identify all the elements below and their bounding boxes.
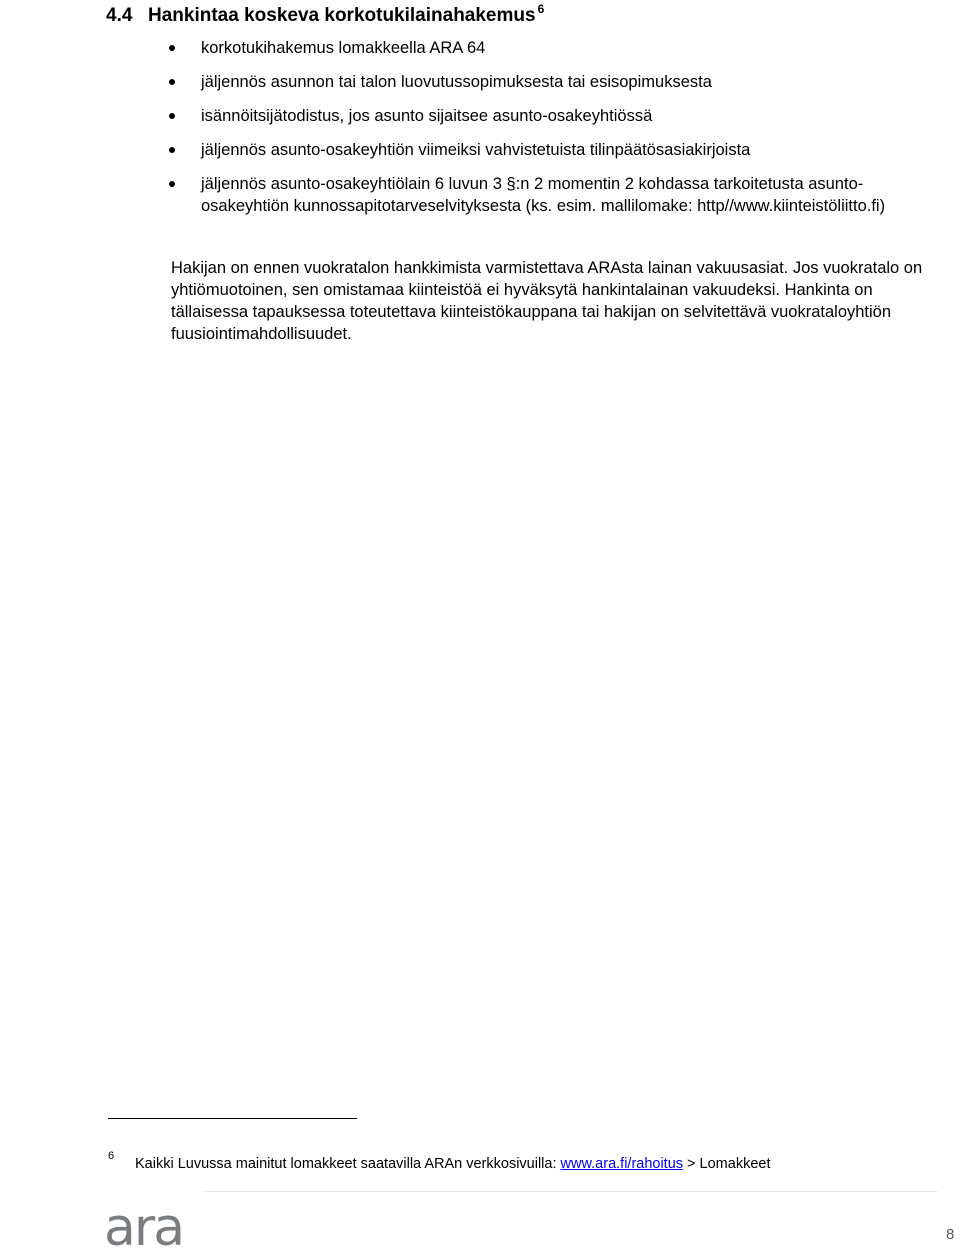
bullet-icon [169, 181, 175, 187]
footnote-divider [108, 1118, 357, 1119]
footnote-text: Kaikki Luvussa mainitut lomakkeet saatavilla ARAn verkkosivuilla: [135, 1156, 561, 1172]
list-item-text: jäljennös asunto-osakeyhtiölain 6 luvun 3 §:n 2 momentin 2 kohdassa tarkoitetusta asunto-osakeyhtiön kunnossapitotarveselvityksesta (ks. esim. mallilomake: http//www.kiinteistöliitto.fi) [201, 175, 886, 215]
section-number: 4.4 [106, 5, 133, 26]
bullet-icon [169, 79, 175, 85]
page-number: 8 [946, 1226, 955, 1243]
section-heading [106, 2, 544, 27]
list-item-text: jäljennös asunto-osakeyhtiön viimeiksi vahvistetuista tilinpäätösasiakirjoista [201, 141, 751, 159]
bullet-icon [169, 113, 175, 119]
footnote-text-line [135, 1156, 770, 1172]
section-title: Hankintaa koskeva korkotukilainahakemus [148, 5, 536, 26]
rahoitus-link[interactable]: www.ara.fi/rahoitus [560, 1156, 684, 1172]
ara-logo: ara [104, 1198, 184, 1258]
list-item-text: korkotukihakemus lomakkeella ARA 64 [201, 39, 486, 57]
bullet-icon [169, 45, 175, 51]
body-paragraph: Hakijan on ennen vuokratalon hankkimista varmistettava ARAsta lainan vakuusasiat. Jos vuokratalo on yhtiömuotoinen, sen omistamaa kiinteistöä ei hyväksytä hankintalainan vakuudeksi. Hankinta on tällaisessa tapauksessa toteutettava kiinteistökauppana tai hakijan on selvitettävä vuokrataloyhtiön fuusiointimahdollisuudet. [171, 259, 923, 343]
footer-divider [205, 1191, 937, 1192]
bullet-icon [169, 147, 175, 153]
footnote-reference: 6 [537, 2, 545, 16]
list-item-text: jäljennös asunnon tai talon luovutussopimuksesta tai esisopimuksesta [201, 73, 712, 91]
list-item-text: isännöitsijätodistus, jos asunto sijaitsee asunto-osakeyhtiössä [201, 107, 653, 125]
footnote-number: 6 [108, 1150, 115, 1162]
footnote-suffix: > Lomakkeet [683, 1156, 771, 1172]
